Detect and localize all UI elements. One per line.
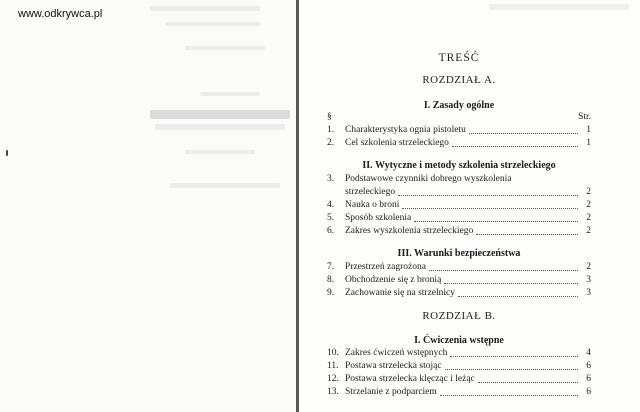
entry-number: 3. bbox=[327, 174, 335, 184]
bleed-through-text bbox=[155, 124, 285, 130]
entry-number: 4. bbox=[327, 200, 335, 210]
toc-entry-continuation bbox=[327, 186, 591, 199]
left-page bbox=[0, 0, 296, 412]
section-title: III. Warunki bezpieczeństwa bbox=[397, 248, 521, 259]
paragraph-symbol: § bbox=[327, 112, 332, 122]
dot-leader bbox=[445, 369, 578, 370]
entry-page: 2 bbox=[586, 213, 591, 223]
toc-entry bbox=[327, 261, 591, 274]
entry-page: 6 bbox=[586, 374, 591, 384]
right-page bbox=[299, 0, 640, 412]
section-title: I. Zasady ogólne bbox=[423, 100, 495, 111]
entry-text: Przestrzeń zagrożona bbox=[345, 262, 426, 272]
toc-entry bbox=[327, 225, 591, 238]
dot-leader bbox=[478, 382, 578, 383]
bleed-through-text bbox=[150, 110, 290, 119]
toc-entry bbox=[327, 124, 591, 137]
entry-text: Obchodzenie się z bronią bbox=[345, 275, 442, 285]
entry-text: Zakres ćwiczeń wstępnych bbox=[345, 348, 448, 358]
dot-leader bbox=[476, 234, 578, 235]
entry-page: 3 bbox=[586, 288, 591, 298]
entry-number: 1. bbox=[327, 125, 335, 135]
entry-text: Sposób szkolenia bbox=[345, 213, 412, 223]
dot-leader bbox=[398, 195, 578, 196]
entry-number: 11. bbox=[327, 361, 339, 371]
toc-entry bbox=[327, 173, 591, 186]
dot-leader bbox=[469, 133, 578, 134]
bleed-through-text bbox=[200, 92, 260, 96]
chapter-title: ROZDZIAŁ B. bbox=[422, 310, 496, 322]
watermark-text: www.odkrywca.pl bbox=[18, 8, 103, 20]
entry-page: 2 bbox=[586, 226, 591, 236]
bleed-through-text bbox=[165, 22, 260, 26]
toc-entry bbox=[327, 360, 591, 373]
dot-leader bbox=[402, 208, 578, 209]
entry-text: Postawa strzelecka klęcząc i leżąc bbox=[345, 374, 475, 384]
entry-text: Postawa strzelecka stojąc bbox=[345, 361, 442, 371]
entry-page: 3 bbox=[586, 275, 591, 285]
entry-page: 6 bbox=[586, 361, 591, 371]
entry-page: 2 bbox=[586, 187, 591, 197]
page-mark bbox=[6, 150, 8, 156]
entry-number: 8. bbox=[327, 275, 335, 285]
dot-leader bbox=[452, 146, 578, 147]
entry-text: Charakterystyka ognia pistoletu bbox=[345, 125, 466, 135]
entry-number: 10. bbox=[327, 348, 339, 358]
entry-page: 1 bbox=[586, 138, 591, 148]
dot-leader bbox=[450, 356, 578, 357]
entry-page: 1 bbox=[586, 125, 591, 135]
page-column-label: Str. bbox=[578, 112, 591, 122]
entry-text: Zachowanie się na strzelnicy bbox=[345, 288, 455, 298]
chapter-title: ROZDZIAŁ A. bbox=[422, 74, 496, 86]
toc-entry bbox=[327, 137, 591, 150]
dot-leader bbox=[414, 221, 578, 222]
dot-leader bbox=[444, 283, 578, 284]
bleed-through-text bbox=[185, 46, 265, 50]
entry-number: 2. bbox=[327, 138, 335, 148]
entry-number: 5. bbox=[327, 213, 335, 223]
bleed-through-text bbox=[150, 6, 260, 11]
entry-page: 2 bbox=[586, 262, 591, 272]
entry-text: Nauka o broni bbox=[345, 200, 400, 210]
toc-entry bbox=[327, 199, 591, 212]
entry-text: Strzelanie z podparciem bbox=[345, 387, 437, 397]
entry-number: 12. bbox=[327, 374, 339, 384]
toc-column-header bbox=[327, 112, 591, 122]
entry-page: 4 bbox=[586, 348, 591, 358]
toc-entry bbox=[327, 386, 591, 399]
entry-number: 6. bbox=[327, 226, 335, 236]
dot-leader bbox=[440, 395, 578, 396]
dot-leader bbox=[429, 270, 578, 271]
entry-number: 13. bbox=[327, 387, 339, 397]
bleed-through-text bbox=[170, 183, 280, 188]
entry-page: 6 bbox=[586, 387, 591, 397]
section-title: II. Wytyczne i metody szkolenia strzeleckiego bbox=[362, 160, 556, 171]
toc-entry bbox=[327, 212, 591, 225]
entry-text: Cel szkolenia strzeleckiego bbox=[345, 138, 449, 148]
bleed-through-text bbox=[489, 4, 629, 10]
toc-entry bbox=[327, 287, 591, 300]
toc-entry bbox=[327, 347, 591, 360]
toc-title: TREŚĆ bbox=[438, 52, 480, 64]
dot-leader bbox=[458, 296, 578, 297]
toc-entry bbox=[327, 274, 591, 287]
entry-text: Zakres wyszkolenia strzeleckiego bbox=[345, 226, 474, 236]
entry-text: Podstawowe czynniki dobrego wyszkolenia bbox=[345, 174, 512, 184]
entry-page: 2 bbox=[586, 200, 591, 210]
entry-number: 7. bbox=[327, 262, 335, 272]
entry-text: strzeleckiego bbox=[345, 187, 396, 197]
entry-number: 9. bbox=[327, 288, 335, 298]
section-title: I. Ćwiczenia wstępne bbox=[414, 335, 504, 346]
toc-entry bbox=[327, 373, 591, 386]
bleed-through-text bbox=[185, 150, 255, 154]
